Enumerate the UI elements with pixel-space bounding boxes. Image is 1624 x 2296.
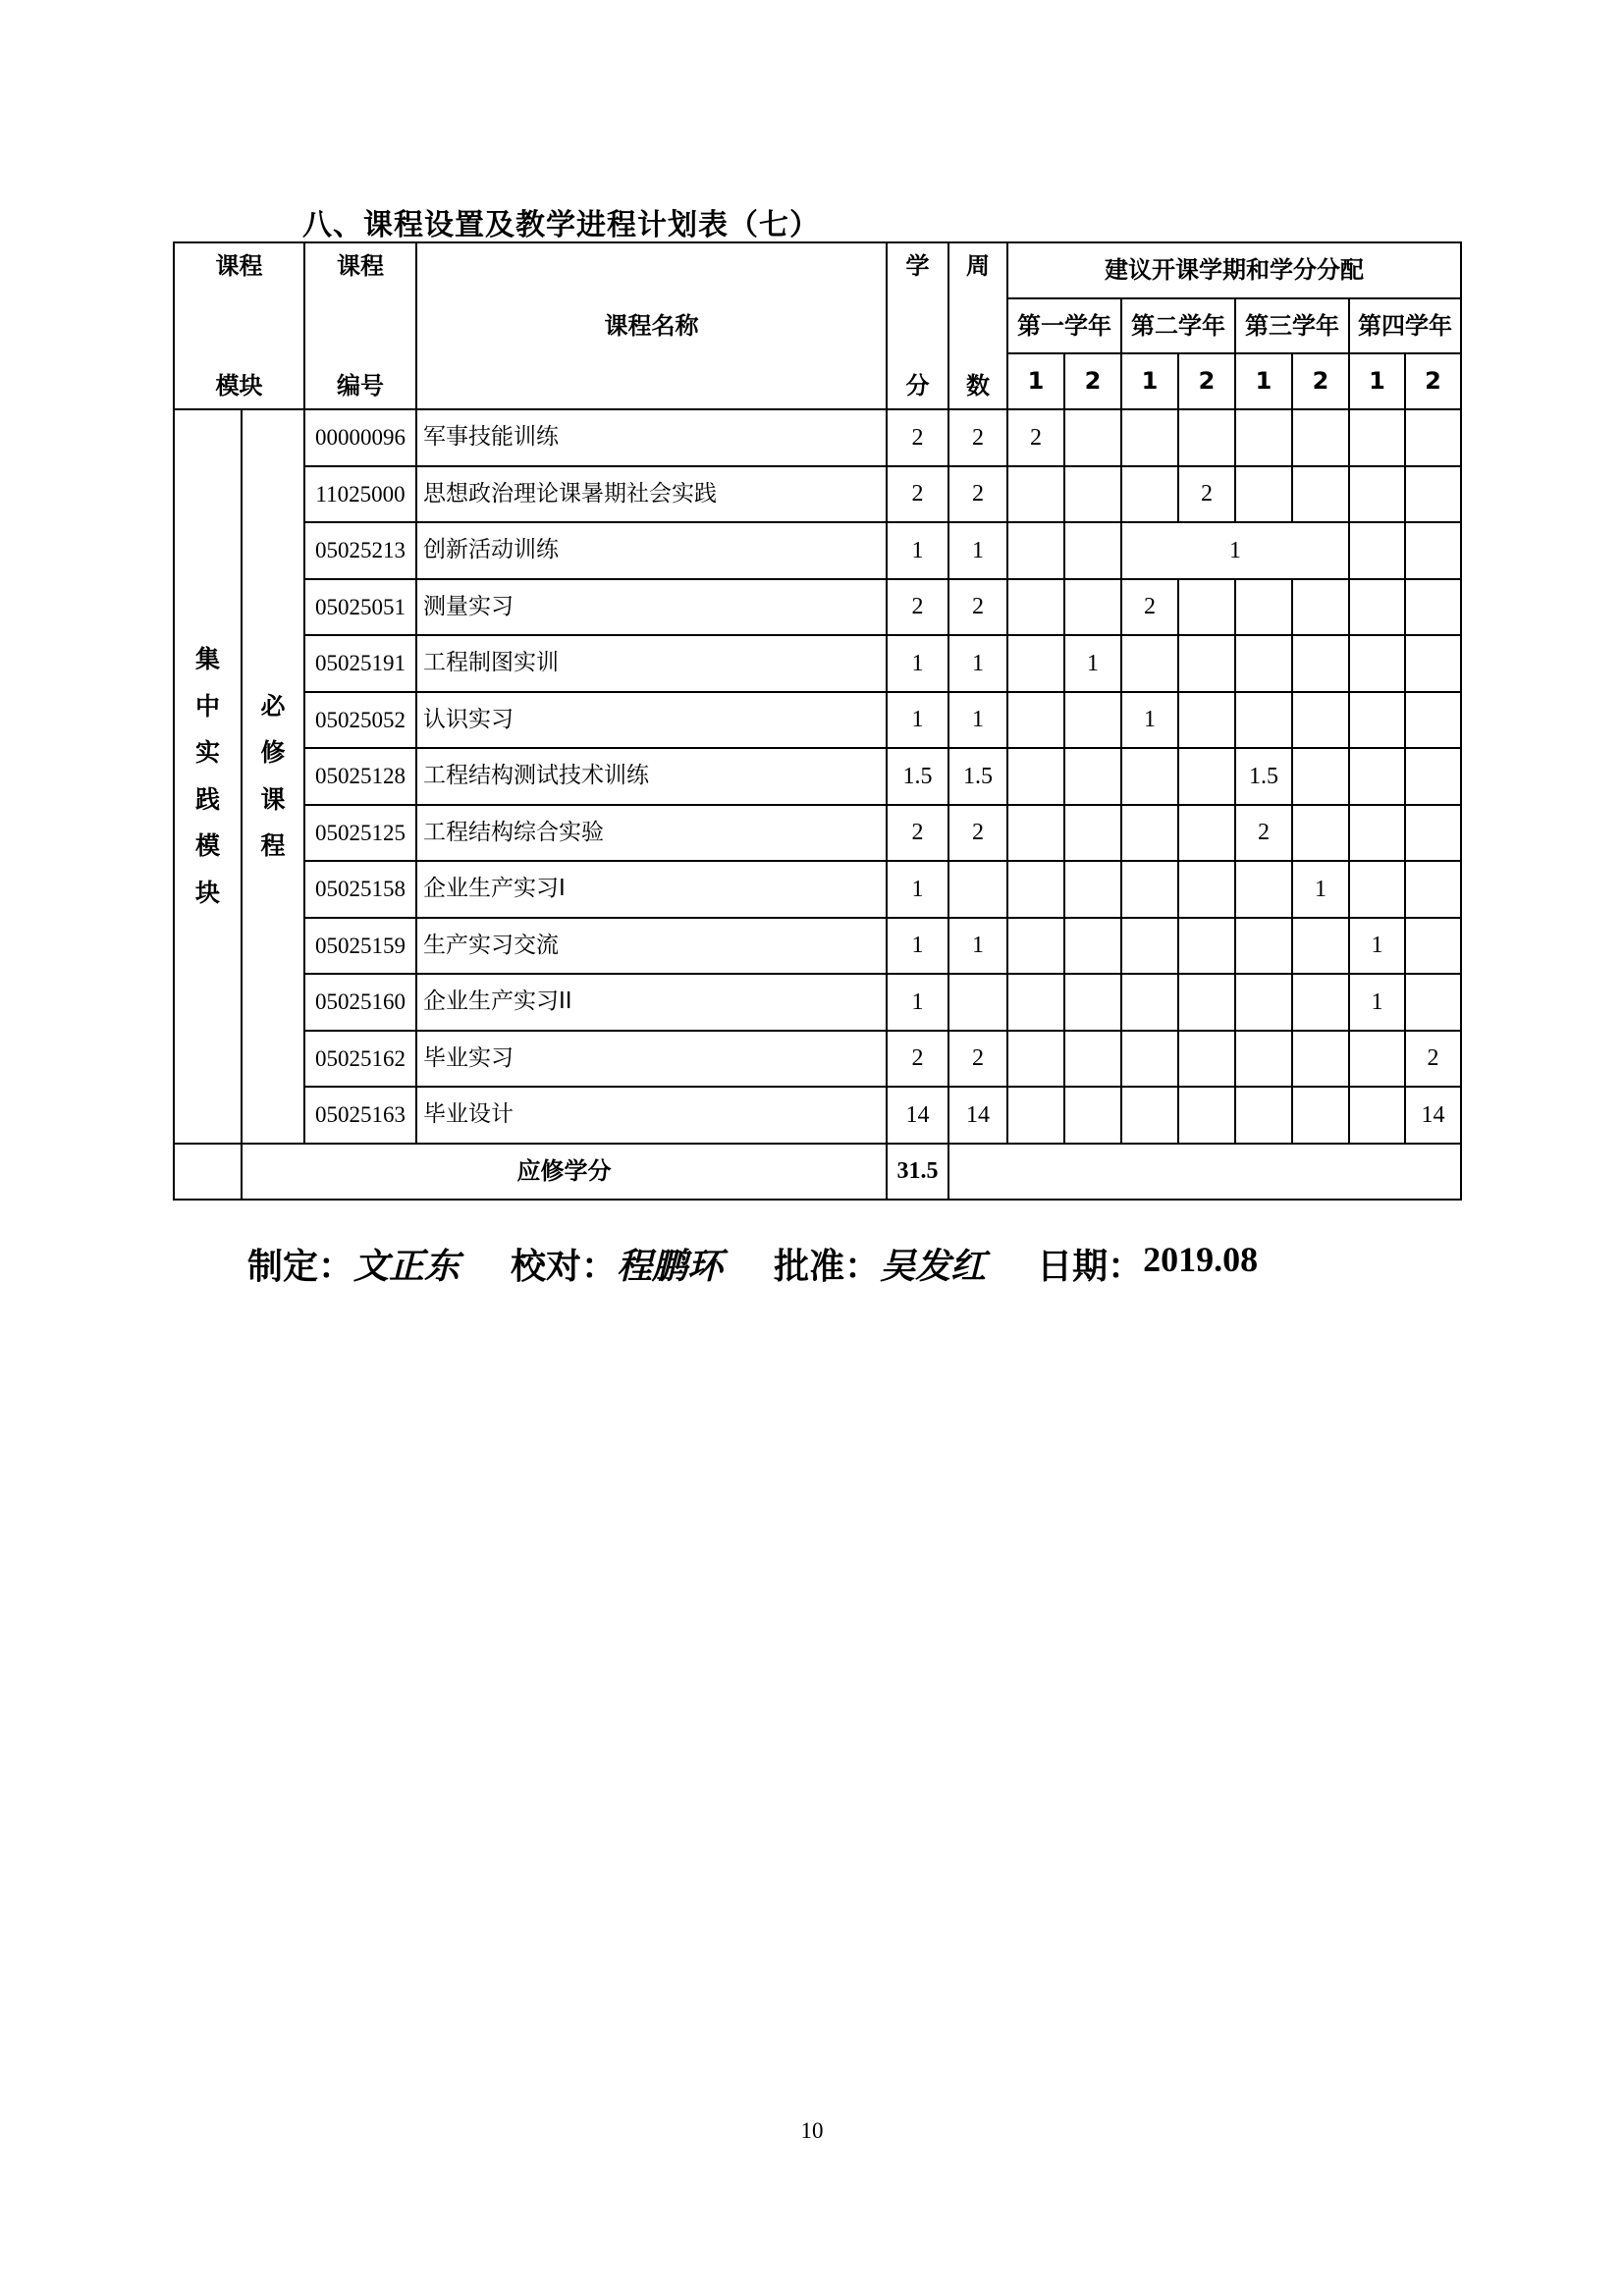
- term-cell: 2: [1405, 1031, 1461, 1088]
- header-weeks: [948, 242, 1007, 409]
- term-cell: [1178, 635, 1235, 692]
- module-char: 集: [194, 645, 220, 674]
- course-weeks: 2: [948, 579, 1007, 636]
- approved-by-signature: 吴发红: [880, 1246, 987, 1287]
- table-row: [174, 692, 1461, 749]
- term-cell: [1064, 918, 1121, 975]
- term-cell: [1121, 805, 1178, 862]
- term-cell: [1007, 1087, 1064, 1144]
- header-course-name: 课程名称: [416, 242, 887, 409]
- term-cell: [1292, 635, 1349, 692]
- term-cell: [1007, 522, 1064, 579]
- page-number: 10: [800, 2118, 824, 2143]
- term-cell: [1292, 579, 1349, 636]
- term-cell: [1349, 861, 1405, 918]
- course-credit: 14: [887, 1087, 948, 1144]
- term-cell: [1121, 748, 1178, 805]
- term-cell: 1: [1292, 861, 1349, 918]
- term-cell: [1007, 466, 1064, 523]
- course-weeks: 2: [948, 466, 1007, 523]
- table-row: [174, 579, 1461, 636]
- term-cell: [1235, 466, 1292, 523]
- document-title: 八、课程设置及教学进程计划表（七）: [302, 208, 820, 242]
- term-cell: [1064, 409, 1121, 466]
- approved-label: 批准：: [774, 1247, 881, 1287]
- term-cell: 2: [1007, 409, 1064, 466]
- course-credit: 2: [887, 409, 948, 466]
- term-cell: [1405, 579, 1461, 636]
- table-row: [174, 409, 1461, 466]
- term-cell: [1121, 1087, 1178, 1144]
- course-type-char: 必: [260, 691, 286, 721]
- term-cell: [1292, 692, 1349, 749]
- total-credits-value: 31.5: [887, 1144, 948, 1200]
- header-module: [174, 242, 304, 409]
- term-cell: 1: [1349, 974, 1405, 1031]
- term-cell: [1178, 748, 1235, 805]
- header-schedule: 建议开课学期和学分分配: [1007, 242, 1461, 298]
- term-cell: [1064, 522, 1121, 579]
- date-value: 2019.08: [1143, 1240, 1259, 1279]
- term-cell: [1405, 748, 1461, 805]
- term-cell: [1292, 918, 1349, 975]
- course-weeks: 1.5: [948, 748, 1007, 805]
- header-term: 1: [1007, 353, 1064, 409]
- course-credit: 1: [887, 522, 948, 579]
- term-cell: [1007, 1031, 1064, 1088]
- term-cell: [1349, 692, 1405, 749]
- term-cell: [1007, 974, 1064, 1031]
- term-cell: [1178, 918, 1235, 975]
- term-cell: [1235, 635, 1292, 692]
- module-char: 模: [194, 831, 220, 861]
- course-name: 工程结构测试技术训练: [416, 748, 887, 805]
- table-row: [174, 466, 1461, 523]
- header-module-top: 课程: [215, 252, 263, 280]
- course-credit: 1: [887, 861, 948, 918]
- term-cell: [1007, 918, 1064, 975]
- term-cell: [1064, 692, 1121, 749]
- term-cell: [1235, 1087, 1292, 1144]
- course-name: 测量实习: [416, 579, 887, 636]
- term-cell: [1405, 635, 1461, 692]
- course-name: 军事技能训练: [416, 409, 887, 466]
- course-weeks: [948, 861, 1007, 918]
- term-cell: [1349, 409, 1405, 466]
- course-weeks: 1: [948, 918, 1007, 975]
- table-row: [174, 974, 1461, 1031]
- term-cell: [1178, 1031, 1235, 1088]
- term-cell: [1178, 1087, 1235, 1144]
- term-cell: [1292, 748, 1349, 805]
- course-type-char: 修: [260, 738, 286, 768]
- course-name: 生产实习交流: [416, 918, 887, 975]
- table-row: [174, 1031, 1461, 1088]
- term-cell: [1349, 1087, 1405, 1144]
- course-code: 05025158: [304, 861, 416, 918]
- term-cell: [1121, 974, 1178, 1031]
- module-char: 块: [194, 878, 220, 907]
- term-cell: 14: [1405, 1087, 1461, 1144]
- term-cell: [1121, 466, 1178, 523]
- term-cell: [1235, 974, 1292, 1031]
- term-cell: 1: [1349, 918, 1405, 975]
- course-weeks: 2: [948, 805, 1007, 862]
- module-char: 践: [194, 784, 220, 814]
- module-vertical-text: [175, 636, 241, 916]
- checked-label: 校对：: [511, 1247, 618, 1287]
- made-label: 制定：: [247, 1247, 354, 1287]
- course-code: 05025125: [304, 805, 416, 862]
- course-code: 05025162: [304, 1031, 416, 1088]
- total-credits-label: 应修学分: [242, 1144, 887, 1200]
- course-weeks: 2: [948, 409, 1007, 466]
- course-weeks: 1: [948, 692, 1007, 749]
- term-cell: [1235, 1031, 1292, 1088]
- term-cell: [1235, 409, 1292, 466]
- term-cell: [1405, 974, 1461, 1031]
- header-code-bottom: 编号: [337, 371, 384, 400]
- header-credit-bottom: 分: [905, 371, 930, 400]
- term-cell: [1064, 974, 1121, 1031]
- course-name: 工程结构综合实验: [416, 805, 887, 862]
- term-cell: [1178, 579, 1235, 636]
- term-cell: [1178, 861, 1235, 918]
- header-term: 2: [1405, 353, 1461, 409]
- header-term: 1: [1235, 353, 1292, 409]
- term-cell: [1292, 466, 1349, 523]
- course-name: 工程制图实训: [416, 635, 887, 692]
- course-credit: 1: [887, 635, 948, 692]
- term-cell: [1349, 579, 1405, 636]
- term-cell: 2: [1121, 579, 1178, 636]
- term-cell: [1292, 409, 1349, 466]
- checked-by-signature: 程鹏环: [617, 1246, 724, 1287]
- term-cell: [1064, 805, 1121, 862]
- term-cell: [1292, 1031, 1349, 1088]
- course-code: 05025191: [304, 635, 416, 692]
- term-cell: [1178, 974, 1235, 1031]
- term-cell: [1405, 861, 1461, 918]
- course-weeks: 14: [948, 1087, 1007, 1144]
- course-credit: 2: [887, 1031, 948, 1088]
- header-year-2: 第二学年: [1121, 298, 1235, 354]
- term-cell: [1178, 409, 1235, 466]
- table-row: [174, 918, 1461, 975]
- term-cell: 1: [1064, 635, 1121, 692]
- course-code: 11025000: [304, 466, 416, 523]
- table-row: [174, 748, 1461, 805]
- total-empty-cell: [948, 1144, 1461, 1200]
- course-weeks: 1: [948, 635, 1007, 692]
- course-credit: 2: [887, 466, 948, 523]
- course-credit: 2: [887, 579, 948, 636]
- header-weeks-top: 周: [966, 252, 990, 280]
- course-code: 05025051: [304, 579, 416, 636]
- term-cell: [1405, 522, 1461, 579]
- term-cell: [1064, 1031, 1121, 1088]
- term-cell: [1064, 1087, 1121, 1144]
- term-cell: [1007, 805, 1064, 862]
- term-cell: 2: [1178, 466, 1235, 523]
- term-cell: [1121, 635, 1178, 692]
- course-credit: 1: [887, 974, 948, 1031]
- total-row: [174, 1144, 1461, 1200]
- header-year-1: 第一学年: [1007, 298, 1121, 354]
- date-label: 日期：: [1037, 1247, 1144, 1287]
- term-cell: [1349, 805, 1405, 862]
- course-credit: 1.5: [887, 748, 948, 805]
- course-code: 00000096: [304, 409, 416, 466]
- course-code: 05025213: [304, 522, 416, 579]
- module-cell: [174, 409, 242, 1144]
- term-cell: [1349, 748, 1405, 805]
- term-cell: [1292, 974, 1349, 1031]
- total-blank-cell: [174, 1144, 242, 1200]
- module-char: 中: [194, 691, 220, 721]
- course-credit: 1: [887, 918, 948, 975]
- term-cell: [1292, 1087, 1349, 1144]
- table-row: [174, 861, 1461, 918]
- term-cell: [1064, 466, 1121, 523]
- term-cell: [1235, 918, 1292, 975]
- course-type-char: 课: [260, 784, 286, 814]
- course-name: 毕业实习: [416, 1031, 887, 1088]
- header-weeks-bottom: 数: [966, 371, 990, 400]
- header-credit: [887, 242, 948, 409]
- term-cell-merged: 1: [1121, 522, 1349, 579]
- term-cell: [1349, 522, 1405, 579]
- header-code: [304, 242, 416, 409]
- course-credit: 2: [887, 805, 948, 862]
- signature-line: [247, 1239, 1309, 1289]
- course-code: 05025163: [304, 1087, 416, 1144]
- made-by-signature: 文正东: [353, 1246, 460, 1287]
- header-module-bottom: 模块: [215, 371, 263, 400]
- term-cell: [1349, 635, 1405, 692]
- header-year-4: 第四学年: [1349, 298, 1461, 354]
- term-cell: [1405, 466, 1461, 523]
- course-code: 05025159: [304, 918, 416, 975]
- term-cell: [1292, 805, 1349, 862]
- course-weeks: 1: [948, 522, 1007, 579]
- header-year-3: 第三学年: [1235, 298, 1349, 354]
- course-type-cell: [242, 409, 304, 1144]
- header-code-top: 课程: [337, 252, 384, 280]
- header-term: 2: [1178, 353, 1235, 409]
- course-name: 企业生产实习I: [416, 861, 887, 918]
- course-name: 企业生产实习II: [416, 974, 887, 1031]
- course-plan-table: [173, 241, 1462, 1201]
- course-code: 05025052: [304, 692, 416, 749]
- term-cell: 1: [1121, 692, 1178, 749]
- term-cell: [1121, 861, 1178, 918]
- course-weeks: [948, 974, 1007, 1031]
- term-cell: [1007, 635, 1064, 692]
- header-term: 1: [1121, 353, 1178, 409]
- header-term: 2: [1292, 353, 1349, 409]
- course-credit: 1: [887, 692, 948, 749]
- term-cell: [1007, 692, 1064, 749]
- course-weeks: 2: [948, 1031, 1007, 1088]
- term-cell: [1121, 409, 1178, 466]
- module-char: 实: [194, 738, 220, 768]
- term-cell: [1007, 861, 1064, 918]
- course-name: 毕业设计: [416, 1087, 887, 1144]
- term-cell: [1405, 805, 1461, 862]
- table-row: [174, 805, 1461, 862]
- course-code: 05025160: [304, 974, 416, 1031]
- term-cell: [1235, 861, 1292, 918]
- term-cell: [1405, 409, 1461, 466]
- term-cell: [1405, 692, 1461, 749]
- term-cell: [1007, 579, 1064, 636]
- header-term: 1: [1349, 353, 1405, 409]
- term-cell: [1064, 861, 1121, 918]
- course-type-char: 程: [260, 831, 286, 861]
- term-cell: [1121, 1031, 1178, 1088]
- course-name: 认识实习: [416, 692, 887, 749]
- header-credit-top: 学: [905, 252, 930, 280]
- term-cell: [1121, 918, 1178, 975]
- course-type-vertical-text: [243, 683, 303, 870]
- term-cell: 1.5: [1235, 748, 1292, 805]
- table-row: [174, 635, 1461, 692]
- term-cell: [1235, 692, 1292, 749]
- term-cell: 2: [1235, 805, 1292, 862]
- term-cell: [1349, 466, 1405, 523]
- term-cell: [1349, 1031, 1405, 1088]
- term-cell: [1178, 805, 1235, 862]
- term-cell: [1064, 579, 1121, 636]
- term-cell: [1064, 748, 1121, 805]
- header-term: 2: [1064, 353, 1121, 409]
- term-cell: [1178, 692, 1235, 749]
- table-row: [174, 522, 1461, 579]
- course-code: 05025128: [304, 748, 416, 805]
- course-name: 创新活动训练: [416, 522, 887, 579]
- course-name: 思想政治理论课暑期社会实践: [416, 466, 887, 523]
- term-cell: [1405, 918, 1461, 975]
- table-row: [174, 1087, 1461, 1144]
- term-cell: [1007, 748, 1064, 805]
- term-cell: [1235, 579, 1292, 636]
